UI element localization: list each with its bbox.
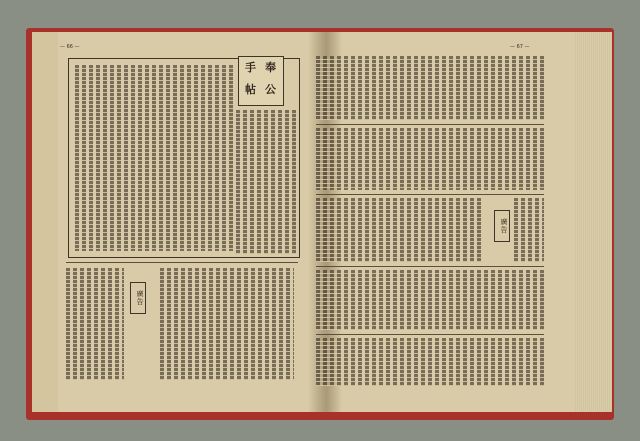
left-column-lower-left-rows: [66, 268, 124, 380]
right-column-row-3-tail-rows: [514, 198, 544, 262]
left-column-upper-rows: [236, 110, 296, 254]
right-section-heading: 廣告: [494, 210, 510, 242]
right-page-edges: [574, 32, 612, 412]
right-column-row-2-rows: [316, 128, 544, 190]
ad-title-char-2: 公: [265, 83, 276, 96]
left-page-number: — 66 —: [60, 44, 80, 50]
right-column-row-4-rows: [316, 270, 544, 330]
right-column-row-3-rows: [316, 198, 484, 262]
left-page-edges: [32, 32, 58, 412]
right-rule-4: [316, 334, 544, 335]
right-rule-3: [316, 266, 544, 267]
ad-title-char-1: 奉: [265, 61, 276, 74]
right-column-row-1-rows: [316, 56, 544, 120]
left-section-rule: [66, 262, 298, 263]
ad-title-char-3: 手: [245, 61, 256, 74]
advertisement-title-box: [238, 56, 284, 106]
left-section-heading: 廣告: [130, 282, 146, 314]
right-page-number: — 67 —: [510, 44, 530, 50]
left-column-lower-right-rows: [160, 268, 294, 380]
right-rule-2: [316, 194, 544, 195]
right-rule-1: [316, 124, 544, 125]
advertisement-text-rows: [75, 65, 235, 251]
right-column-row-5-rows: [316, 338, 544, 386]
ad-title-char-4: 帖: [245, 83, 256, 96]
